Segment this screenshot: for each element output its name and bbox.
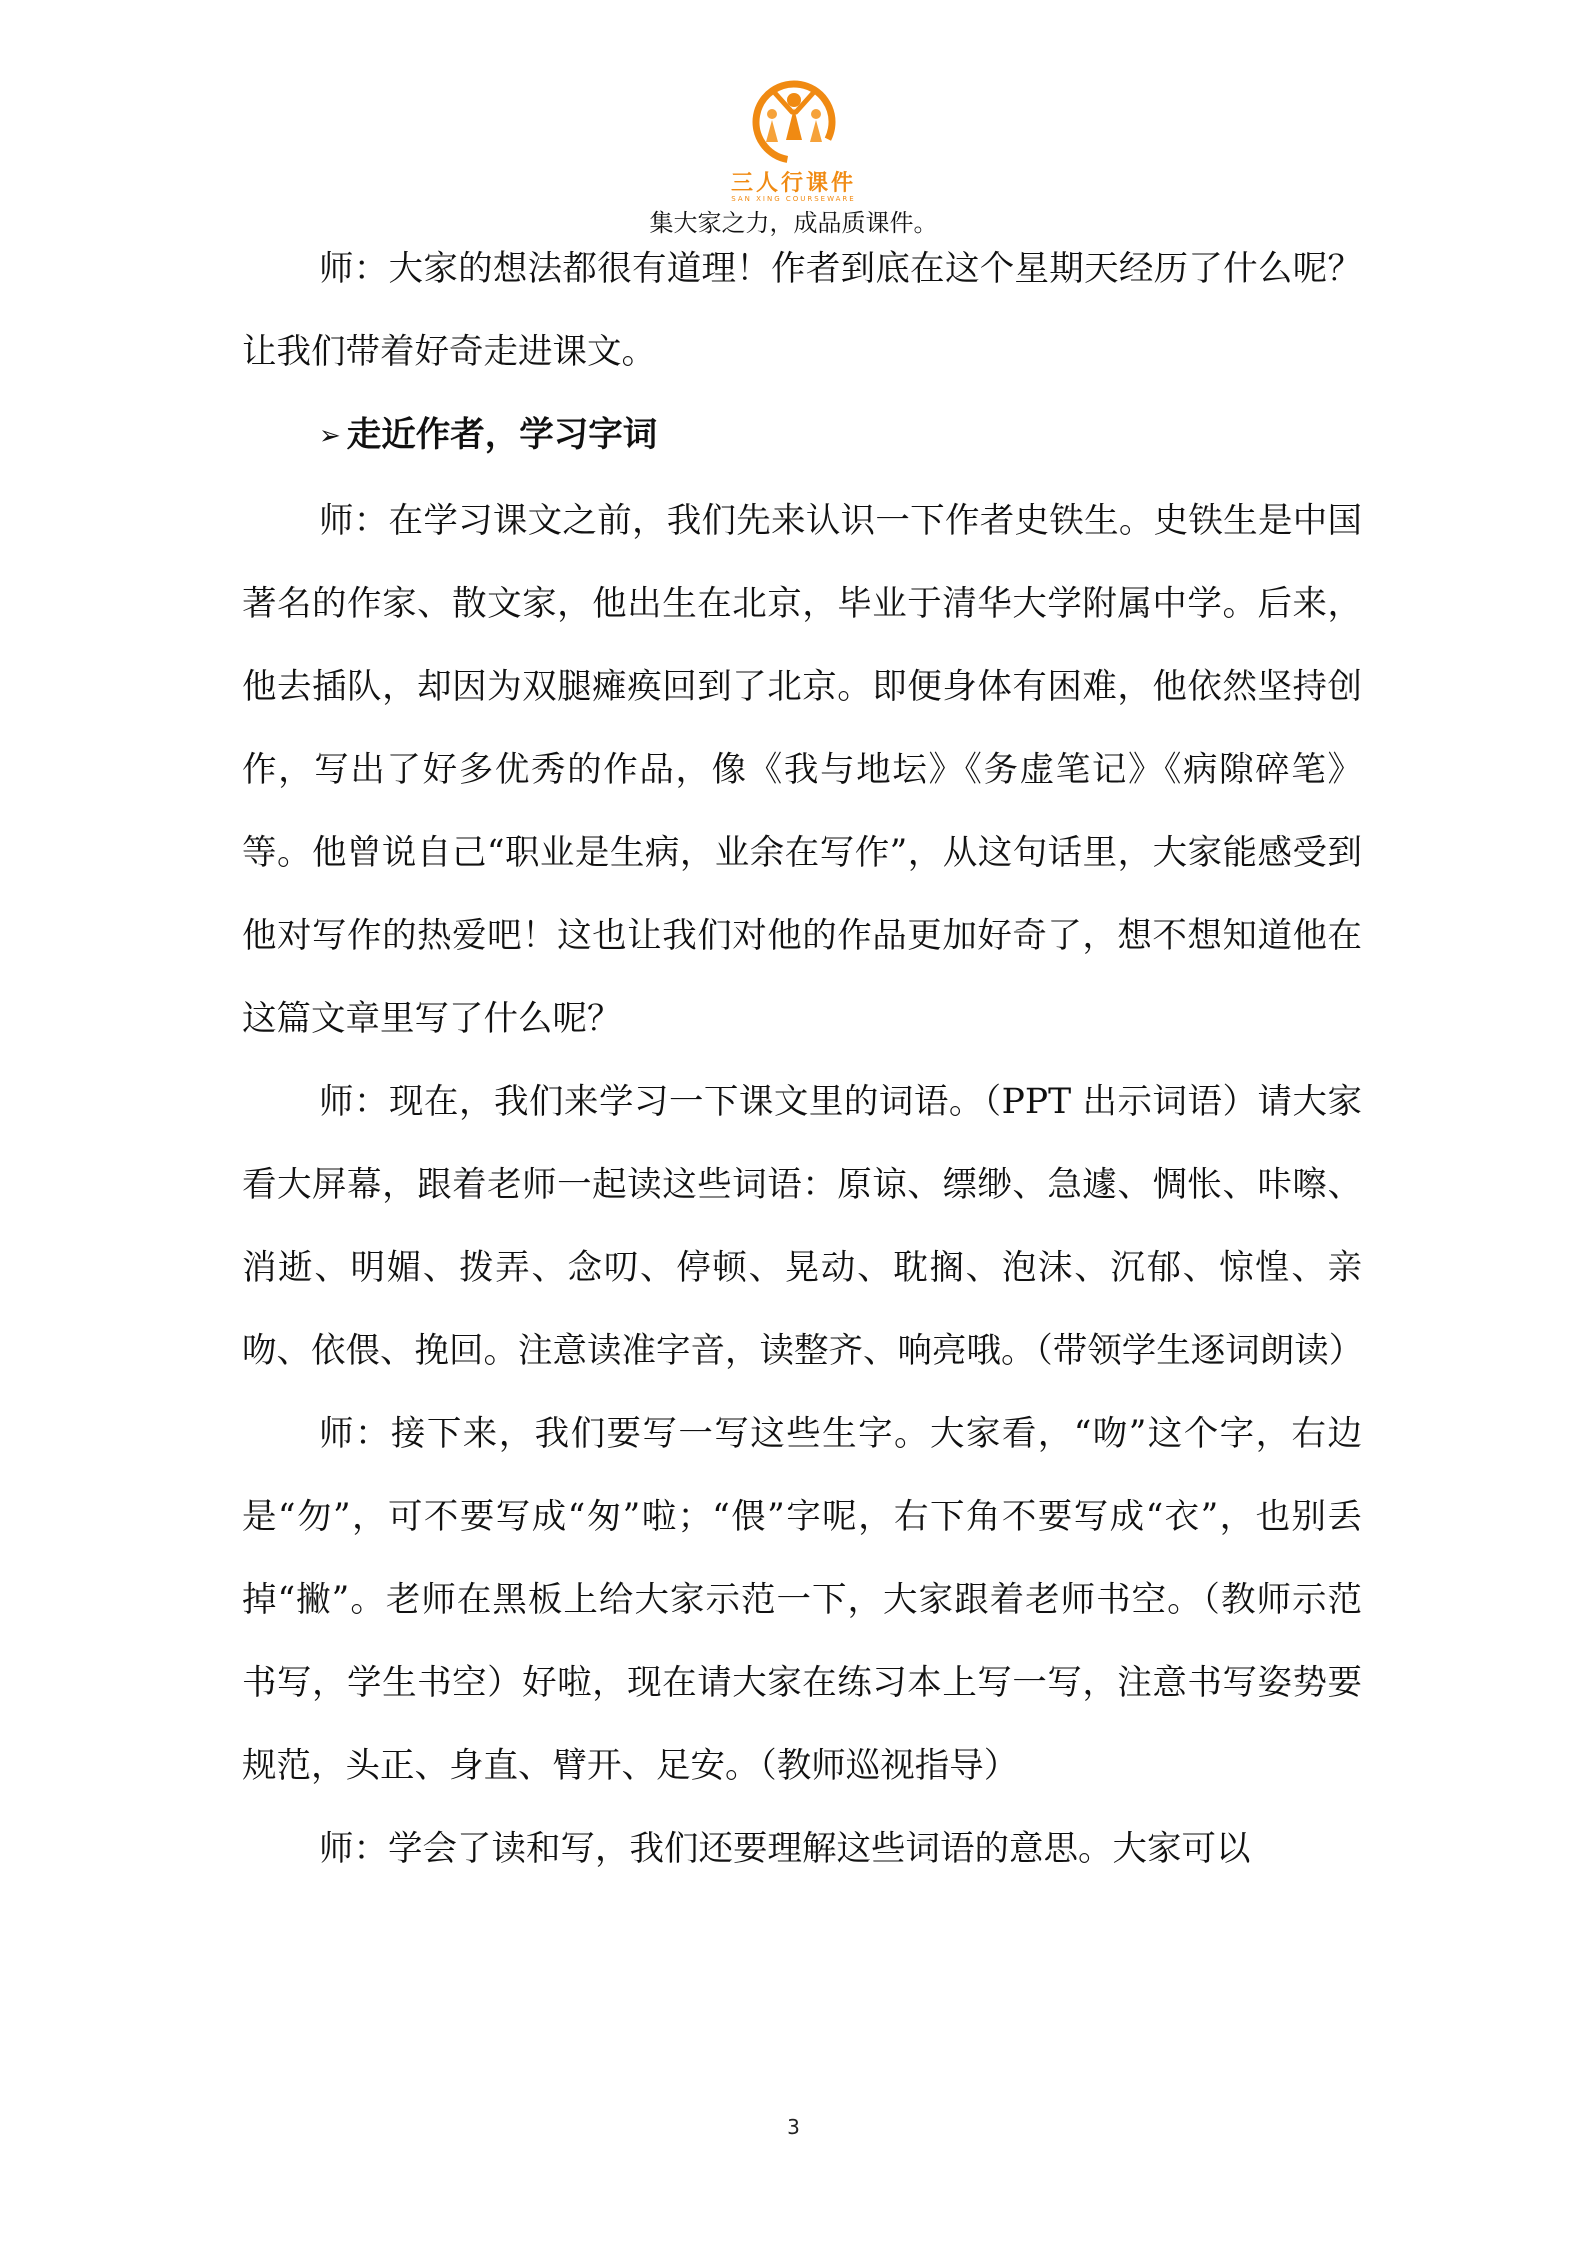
logo-subtitle: SAN XING COURSEWARE: [731, 195, 856, 203]
paragraph-3: 师：现在，我们来学习一下课文里的词语。（PPT 出示词语）请大家看大屏幕，跟着老师一起读这些词语：原谅、缥缈、急遽、惆怅、咔嚓、消逝、明媚、拨弄、念叨、停顿、晃动、耽搁、泡沫、沉郁、惊惶、亲吻、依偎、挽回。注意读准字音，读整齐、响亮哦。（带领学生逐词朗读）: [242, 1082, 1364, 1371]
paragraph-2: 师：在学习课文之前，我们先来认识一下作者史铁生。史铁生是中国著名的作家、散文家，他出生在北京，毕业于清华大学附属中学。后来，他去插队，却因为双腿瘫痪回到了北京。即便身体有困难，他依然坚持创作，写出了好多优秀的作品，像《我与地坛》《务虚笔记》《病隙碎笔》等。他曾说自己“职业是生病，业余在写作”，从这句话里，大家能感受到他对写作的热爱吧！这也让我们对他的作品更加好奇了，想不想知道他在这篇文章里写了什么呢？: [242, 501, 1362, 1039]
paragraph-5: 师：学会了读和写，我们还要理解这些词语的意思。大家可以: [319, 1829, 1251, 1869]
header-tagline: 集大家之力，成品质课件。: [649, 209, 938, 237]
page-number: 3: [787, 2115, 800, 2139]
page-header: [0, 70, 1587, 238]
paragraph-1: 师：大家的想法都很有道理！作者到底在这个星期天经历了什么呢？让我们带着好奇走进课文。: [242, 249, 1362, 372]
section-heading: [242, 394, 1362, 480]
paragraph-4: 师：接下来，我们要写一写这些生字。大家看，“吻”这个字，右边是“勿”，可不要写成“匆”啦；“偎”字呢，右下角不要写成“衣”，也别丢掉“撇”。老师在黑板上给大家示范一下，大家跟着老师书空。（教师示范书写，学生书空）好啦，现在请大家在练习本上写一写，注意书写姿势要规范，头正、身直、臂开、足安。（教师巡视指导）: [242, 1414, 1362, 1786]
people-celebrating-logo-icon: [734, 70, 854, 175]
document-body: [242, 228, 1362, 1891]
arrow-bullet-icon: ➢: [319, 421, 341, 451]
logo-title: 三人行课件: [730, 170, 856, 196]
section-heading-text: 走近作者，学习字词: [346, 415, 658, 455]
